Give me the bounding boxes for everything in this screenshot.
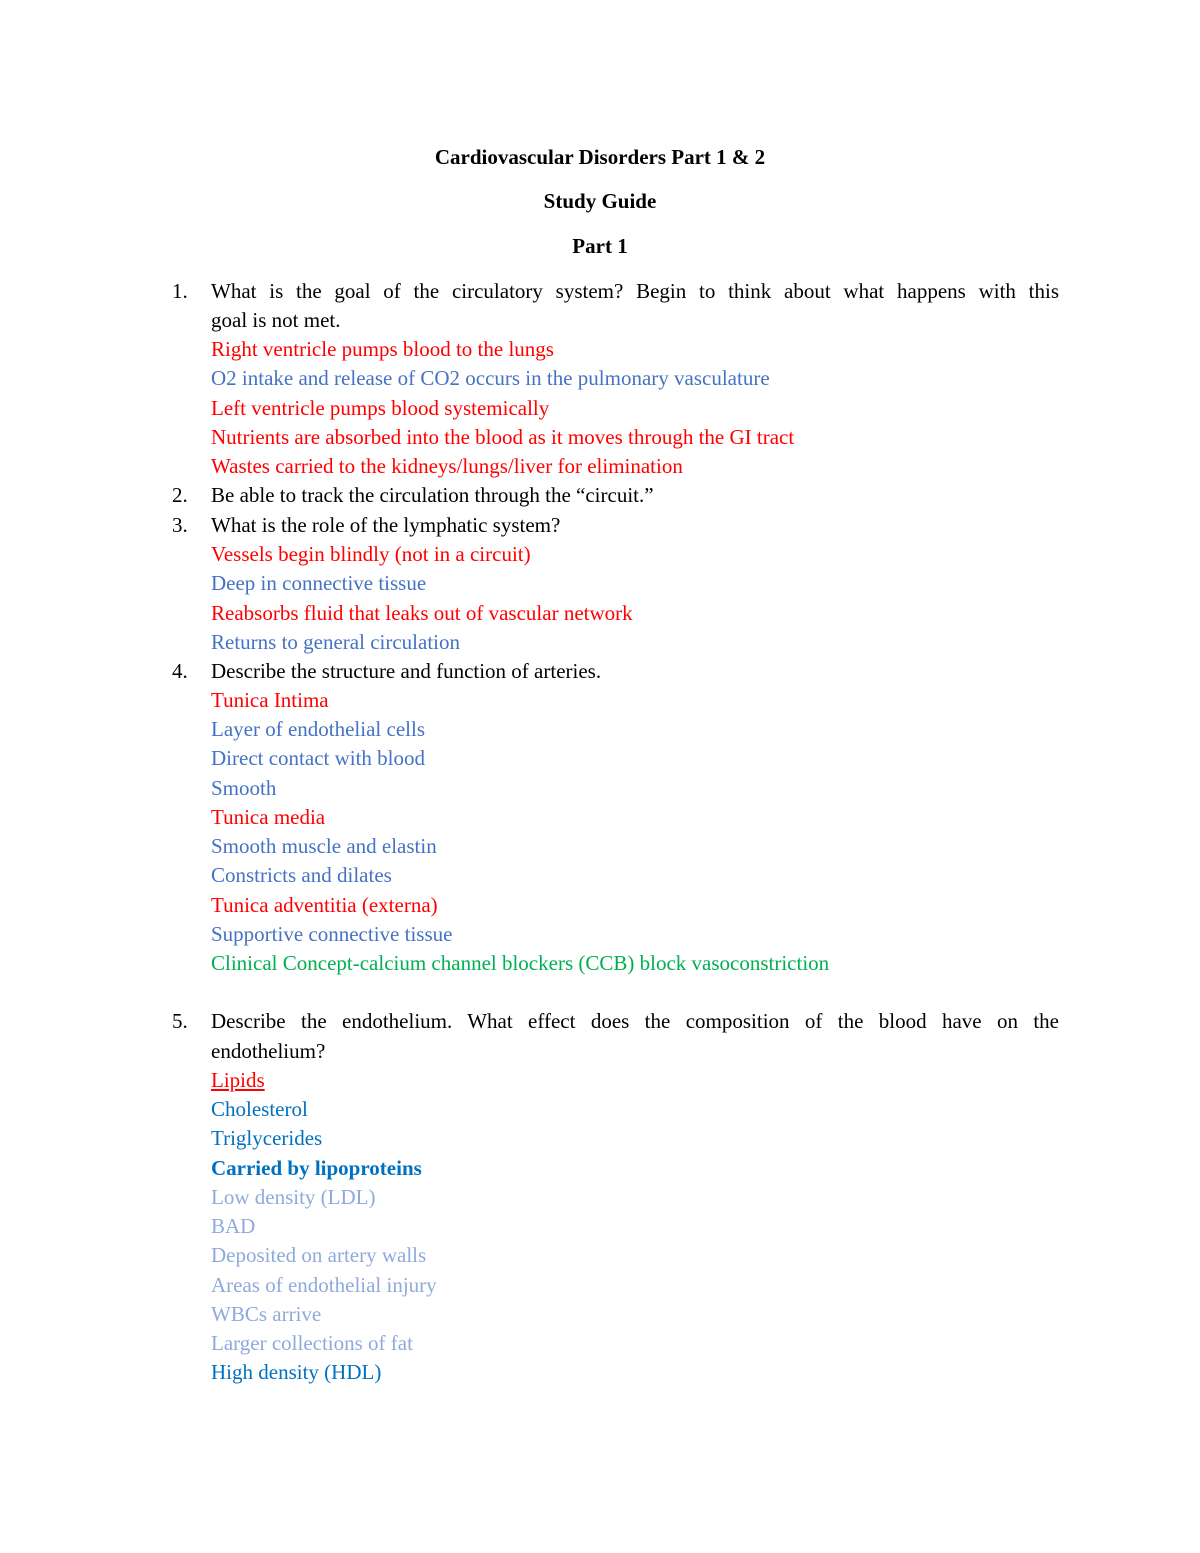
question-text: Be able to track the circulation through the “circuit.” — [211, 483, 654, 507]
answer-line: WBCs arrive — [211, 1302, 322, 1326]
answer-line: Constricts and dilates — [211, 863, 392, 887]
question-number: 2. — [172, 483, 188, 507]
section-heading: Part 1 — [572, 234, 628, 258]
answer-line: BAD — [211, 1214, 256, 1238]
question-text: What is the goal of the circulatory system? Begin to think about what happens with this — [211, 279, 1059, 303]
answer-line: Deep in connective tissue — [211, 571, 427, 595]
question-number: 1. — [172, 279, 188, 303]
document-title: Cardiovascular Disorders Part 1 & 2 — [434, 145, 766, 169]
answer-line: Tunica media — [211, 805, 326, 829]
answer-line: Reabsorbs fluid that leaks out of vascular network — [211, 601, 633, 625]
answer-line: Deposited on artery walls — [211, 1243, 427, 1267]
answer-line: Layer of endothelial cells — [211, 717, 425, 741]
answer-line: Tunica Intima — [211, 688, 329, 712]
question-text: Describe the structure and function of arteries. — [211, 659, 602, 683]
answer-line: Areas of endothelial injury — [211, 1273, 437, 1297]
question-text: endothelium? — [211, 1039, 326, 1063]
question-number: 4. — [172, 659, 188, 683]
answer-line: Left ventricle pumps blood systemically — [211, 396, 550, 420]
question-text: What is the role of the lymphatic system? — [211, 513, 561, 537]
clinical-concept-line: Clinical Concept-calcium channel blockers (CCB) block vasoconstriction — [211, 951, 830, 975]
question-text: goal is not met. — [211, 308, 341, 332]
answer-line: Lipids — [211, 1068, 265, 1092]
answer-line: Tunica adventitia (externa) — [211, 893, 438, 917]
answer-line: Vessels begin blindly (not in a circuit) — [211, 542, 531, 566]
answer-line: Larger collections of fat — [211, 1331, 413, 1355]
answer-line: Smooth — [211, 776, 277, 800]
answer-line: Wastes carried to the kidneys/lungs/liver for elimination — [211, 454, 683, 478]
question-number: 5. — [172, 1009, 188, 1033]
answer-line: Smooth muscle and elastin — [211, 834, 437, 858]
answer-line: High density (HDL) — [211, 1360, 382, 1384]
answer-line: Triglycerides — [211, 1126, 323, 1150]
answer-line: Carried by lipoproteins — [211, 1156, 422, 1180]
answer-line: Supportive connective tissue — [211, 922, 453, 946]
question-number: 3. — [172, 513, 188, 537]
answer-line: Low density (LDL) — [211, 1185, 376, 1209]
document-subtitle: Study Guide — [543, 189, 657, 213]
answer-line: Right ventricle pumps blood to the lungs — [211, 337, 554, 361]
answer-line: Direct contact with blood — [211, 746, 426, 770]
answer-line: Nutrients are absorbed into the blood as it moves through the GI tract — [211, 425, 795, 449]
question-text: Describe the endothelium. What effect does the composition of the blood have on the — [211, 1009, 1059, 1033]
answer-line: Cholesterol — [211, 1097, 308, 1121]
answer-line: O2 intake and release of CO2 occurs in the pulmonary vasculature — [211, 366, 770, 390]
answer-line: Returns to general circulation — [211, 630, 460, 654]
